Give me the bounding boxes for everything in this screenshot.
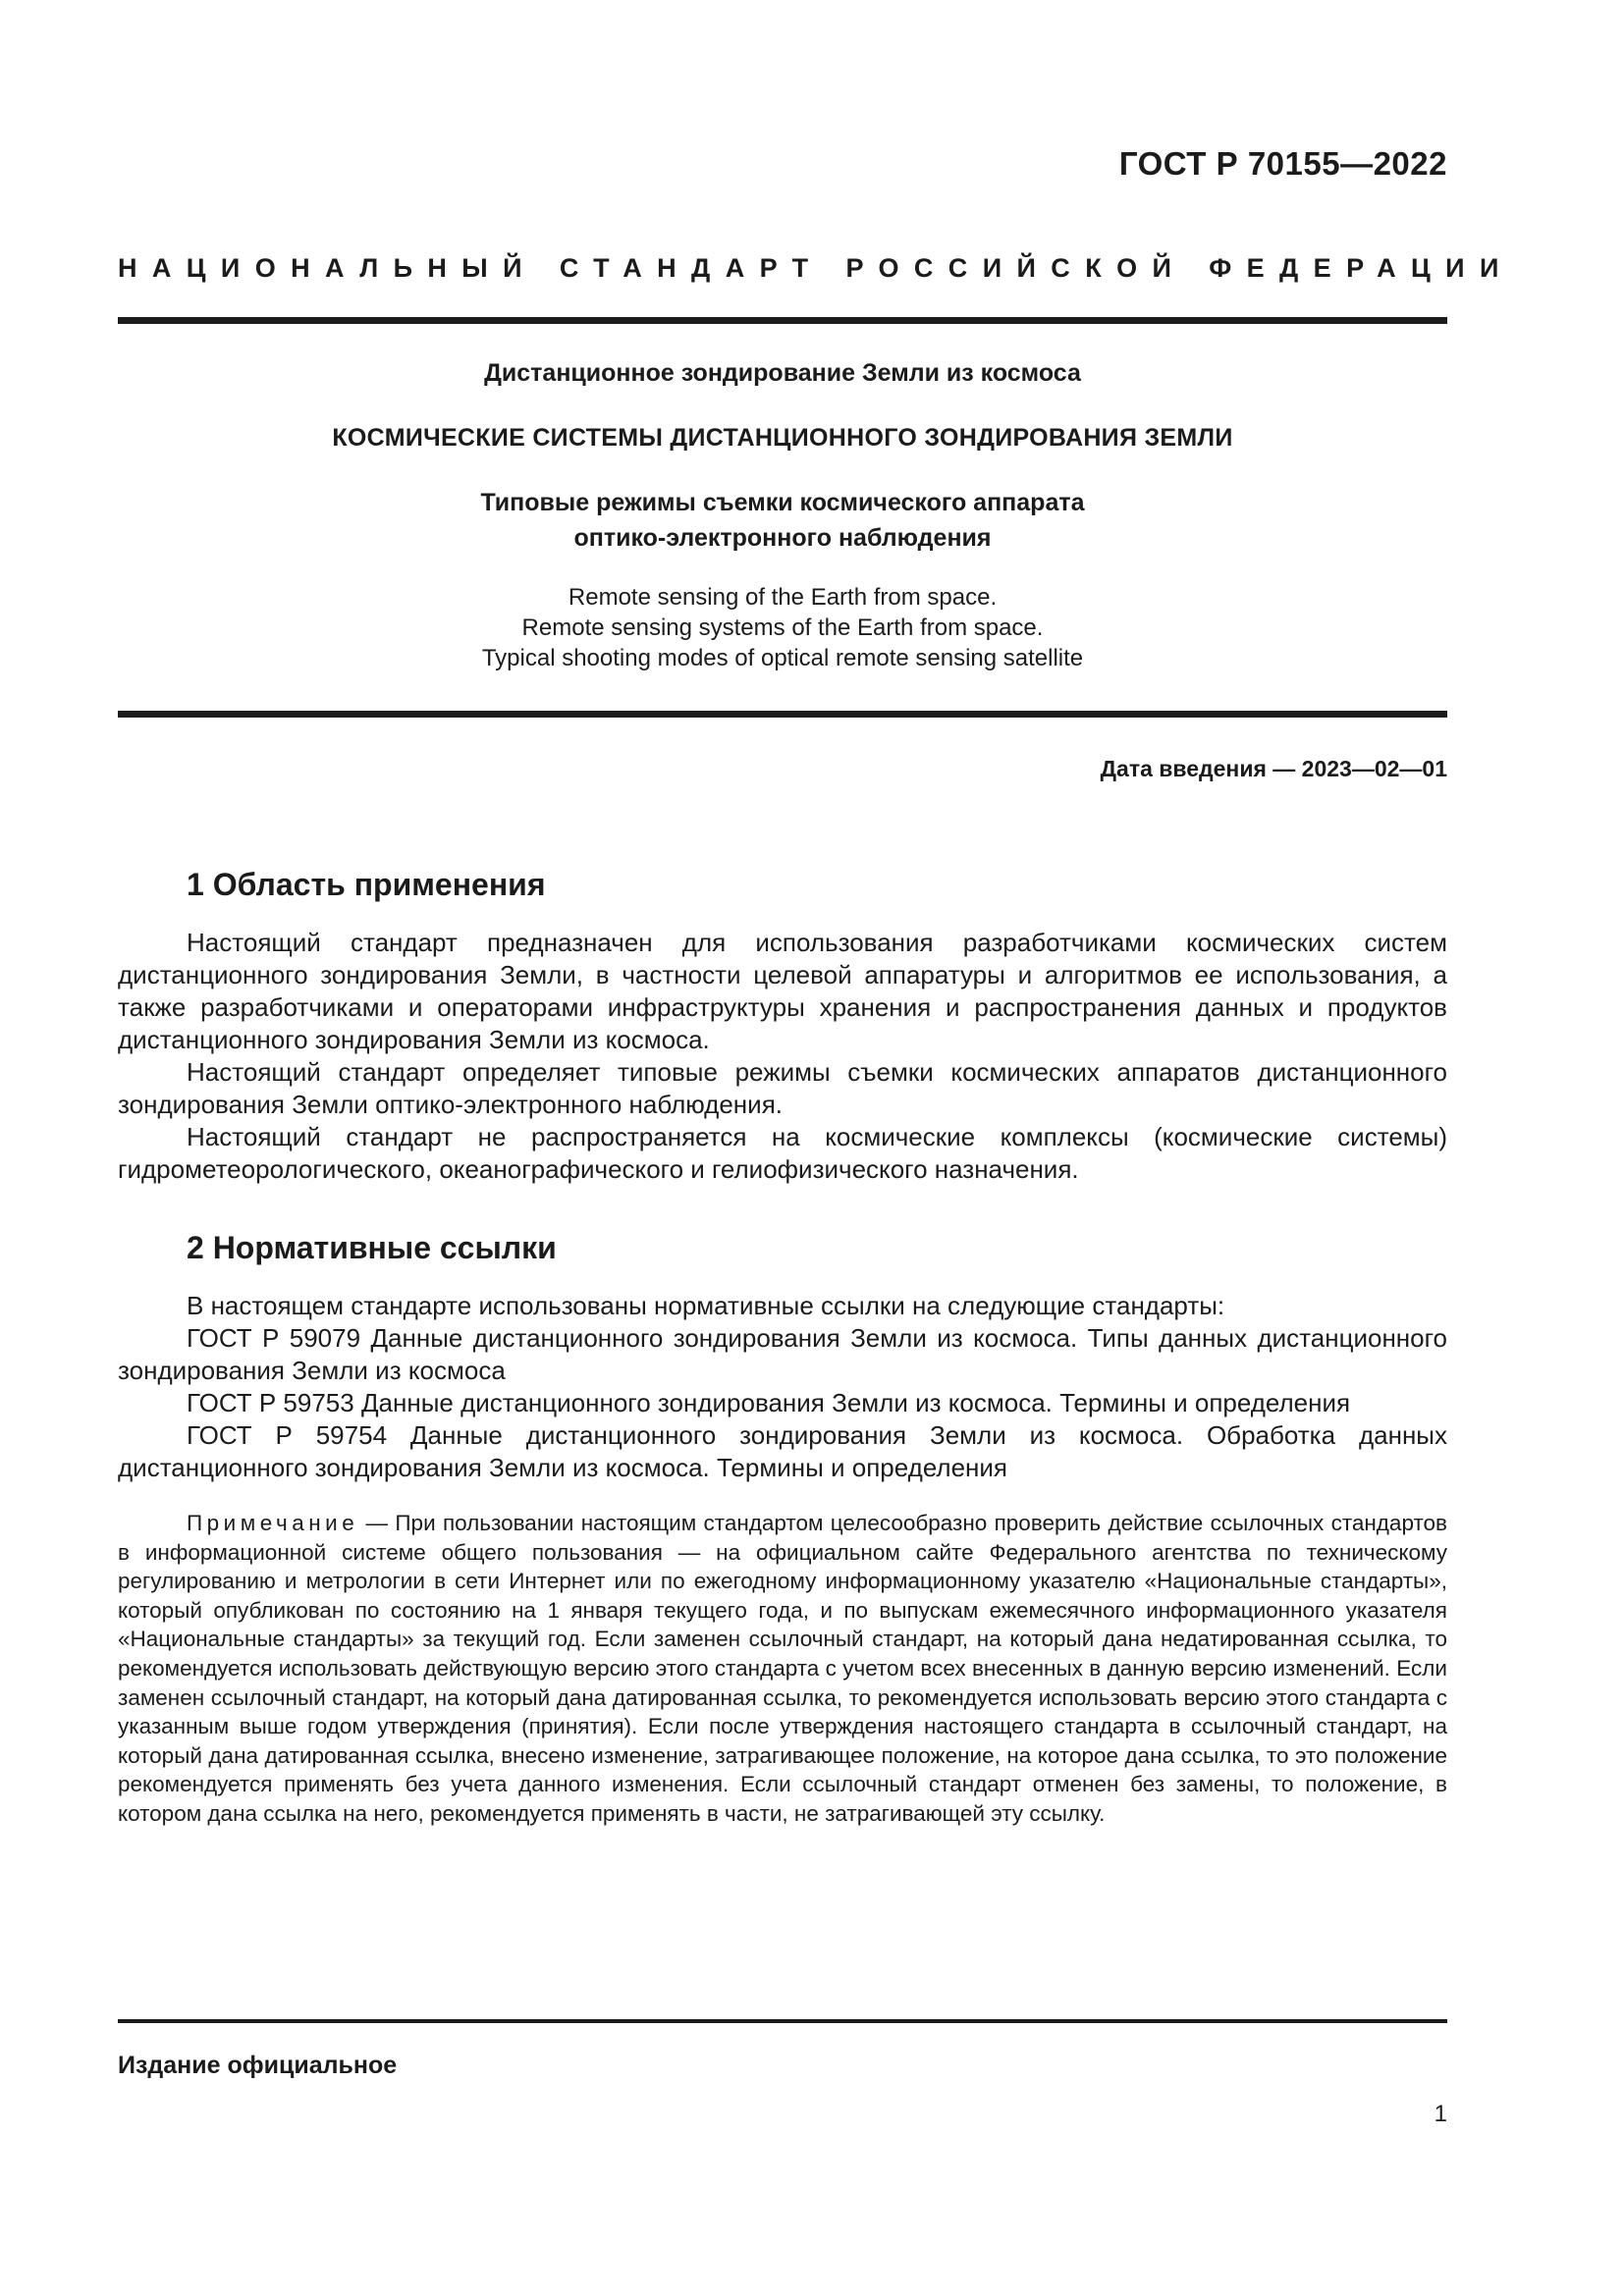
section-1-body [118,927,1447,1186]
title-line-3a: Типовые режимы съемки космического аппарата [480,489,1085,516]
note-text: — При пользовании настоящим стандартом целесообразно проверить действие ссылочных стандартов в информационной системе общего пользования — на официальном сайте Федерального агентства по техническому регулированию и метрологии в сети Интернет или по ежегодному информационному указателю «Национальные стандарты», который опубликован по состоянию на 1 января текущего года, и по выпускам ежемесячного информационного указателя «Национальные стандарты» за текущий год. Если заменен ссылочный стандарт, на который дана недатированная ссылка, то рекомендуется использовать действующую версию этого стандарта с учетом всех внесенных в данную версию изменений. Если заменен ссылочный стандарт, на который дана датированная ссылка, то рекомендуется использовать версию этого стандарта с указанным выше годом утверждения (принятия). Если после утверждения настоящего стандарта в ссылочный стандарт, на который дана датированная ссылка, внесено изменение, затрагивающее положение, на которое дана ссылка, то это положение рекомендуется применять без учета данного изменения. Если ссылочный стандарт отменен без замены, то положение, в котором дана ссылка на него, рекомендуется применять в части, не затрагивающей эту ссылку. [118,1511,1447,1826]
section-1-paragraph: Настоящий стандарт предназначен для использования разработчиками космических систем дистанционного зондирования Земли, в частности целевой аппаратуры и алгоритмов ее использования, а также разработчиками и операторами инфраструктуры хранения и распространения данных и продуктов дистанционного зондирования Земли из космоса. [118,928,1447,1054]
top-divider [118,317,1447,324]
standard-code: ГОСТ Р 70155—2022 [1118,145,1447,182]
english-title-2: Remote sensing systems of the Earth from space. [521,614,1044,641]
title-line-3b: оптико-электронного наблюдения [573,524,992,552]
page-number: 1 [1434,2101,1447,2127]
english-title-1: Remote sensing of the Earth from space. [568,584,998,611]
title-line-1: Дистанционное зондирование Земли из космоса [484,359,1081,387]
national-standard-banner: НАЦИОНАЛЬНЫЙ СТАНДАРТ РОССИЙСКОЙ ФЕДЕРАЦИИ [118,253,1514,283]
section-2-body [118,1290,1447,1484]
english-title [118,582,1447,673]
section-2-heading: 2 Нормативные ссылки [187,1230,557,1265]
section-2-paragraph: В настоящем стандарте использованы нормативные ссылки на следующие стандарты: [187,1291,1225,1320]
note-label: Примечание [187,1511,359,1535]
edition-label: Издание официальное [118,2052,398,2079]
section-1-paragraph: Настоящий стандарт определяет типовые режимы съемки космических аппаратов дистанционного зондирования Земли оптико-электронного наблюдения. [118,1057,1447,1119]
title-line-3 [118,485,1447,556]
reference-item: ГОСТ Р 59754 Данные дистанционного зондирования Земли из космоса. Обработка данных дистанционного зондирования Земли из космоса. Термины и определения [118,1420,1447,1482]
note-paragraph [118,1509,1447,1829]
section-1-paragraph: Настоящий стандарт не распространяется на космические комплексы (космические системы) гидрометеорологического, океанографического и гелиофизического назначения. [118,1122,1447,1184]
english-title-3: Typical shooting modes of optical remote sensing satellite [481,645,1084,671]
title-line-2: КОСМИЧЕСКИЕ СИСТЕМЫ ДИСТАНЦИОННОГО ЗОНДИРОВАНИЯ ЗЕМЛИ [332,424,1233,452]
intro-date: Дата введения — 2023—02—01 [1100,756,1447,781]
title-divider [118,711,1447,718]
reference-item: ГОСТ Р 59753 Данные дистанционного зондирования Земли из космоса. Термины и определения [187,1388,1351,1417]
footer-divider [118,2019,1447,2023]
reference-item: ГОСТ Р 59079 Данные дистанционного зондирования Земли из космоса. Типы данных дистанционного зондирования Земли из космоса [118,1323,1447,1385]
section-1-heading: 1 Область применения [187,867,546,902]
